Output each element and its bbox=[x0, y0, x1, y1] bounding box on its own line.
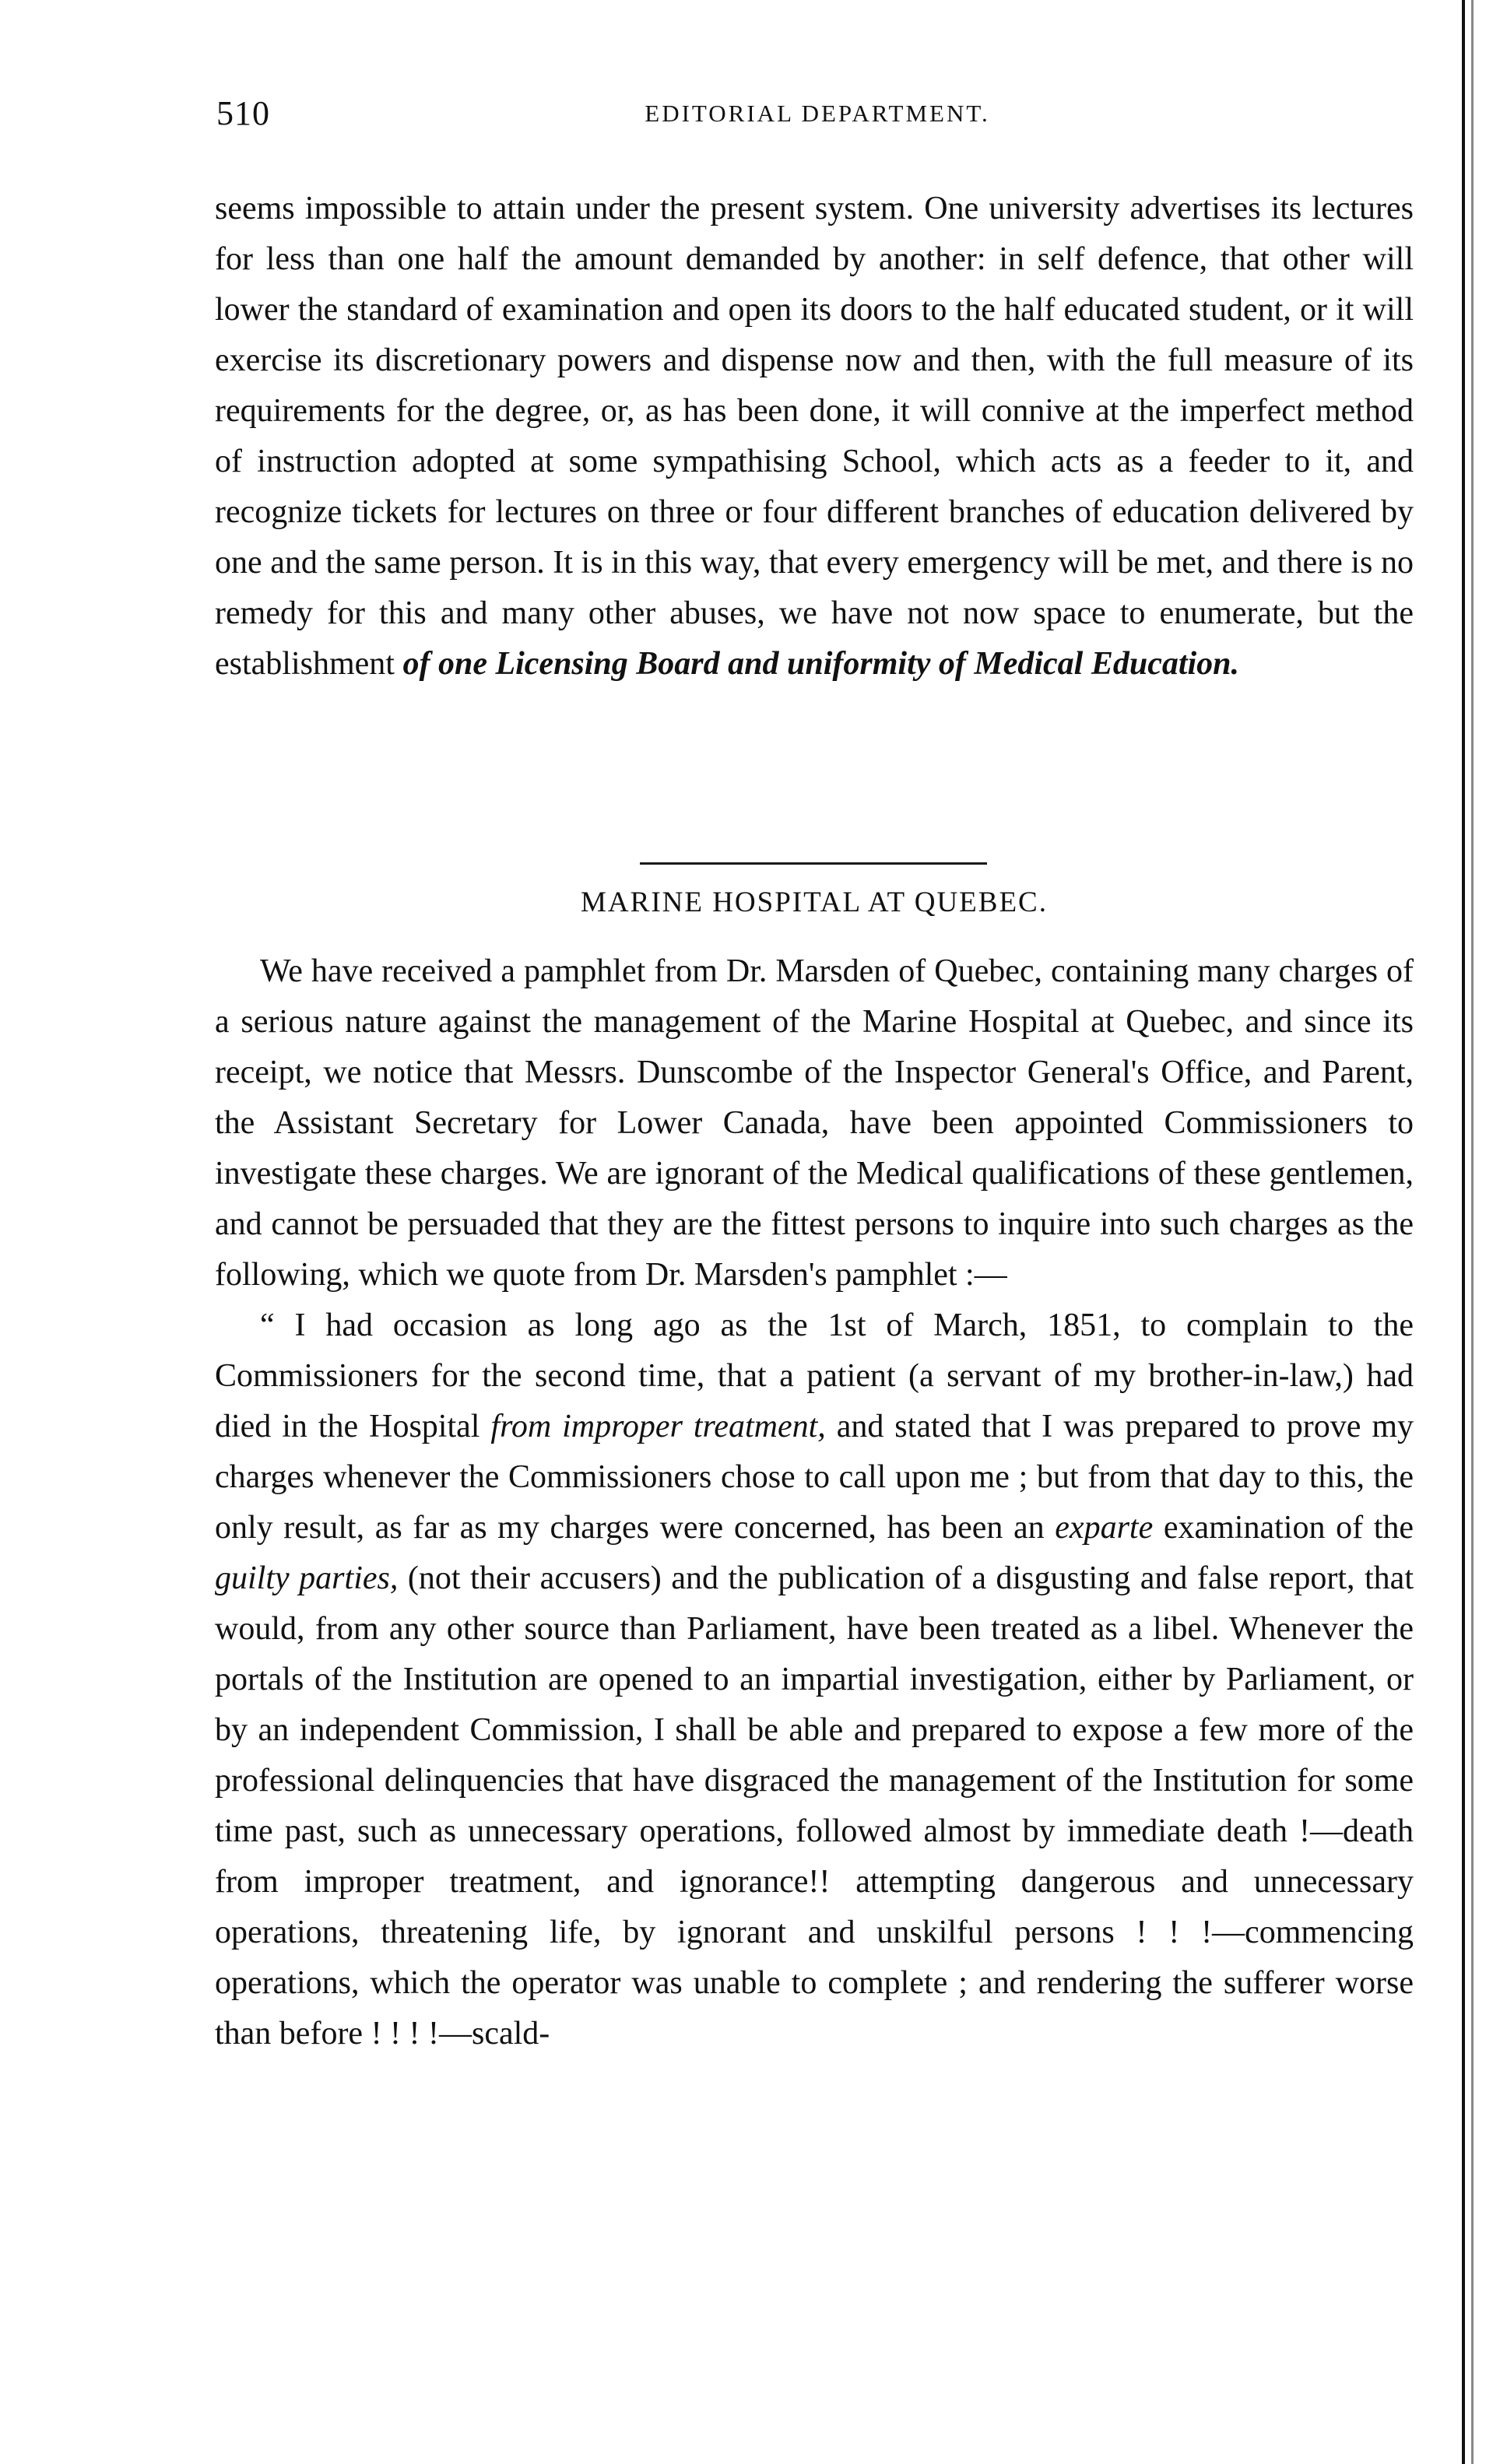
running-head: EDITORIAL DEPARTMENT. bbox=[645, 100, 990, 127]
page-edge-shadow bbox=[1471, 0, 1474, 2464]
section-body bbox=[215, 946, 1414, 2059]
quote-italic-1: from improper treatment, bbox=[490, 1409, 826, 1444]
article-continuation bbox=[215, 184, 1414, 690]
page-edge-line bbox=[1462, 0, 1465, 2464]
quoted-paragraph bbox=[215, 1300, 1414, 2059]
continued-text: seems impossible to attain under the present system. One university advertises its lectures for less than one half the amount demanded by another: in self defence, that other will lower the standard of examination and open its doors to the half educated student, or it will exercise its discretionary powers and dispense now and then, with the full measure of its requirements for the degree, or, as has been done, it will connive at the imperfect method of instruction adopted at some sympathising School, which acts as a feeder to it, and recognize tickets for lectures on three or four different branches of education delivered by one and the same person. It is in this way, that every emergency will be met, and there is no remedy for this and many other abuses, we have not now space to enumerate, but the establishment bbox=[215, 191, 1414, 682]
continued-paragraph bbox=[215, 184, 1414, 690]
page-header bbox=[210, 93, 1424, 140]
quote-text-3: examination of the bbox=[1163, 1510, 1414, 1546]
quote-text-4: (not their accusers) and the publication of a disgusting and false report, that would, from any other source than Parliament, have been treated as a libel. Whenever the portals of the Institution are opened to an impartial investigation, either by Parliament, or by an independent Commission, I shall be able and prepared to expose a few more of the professional delinquencies that have disgraced the management of the Institution for some time past, such as unnecessary operations, followed almost by immediate death !—death from improper treatment, and ignorance!! attempting dangerous and unnecessary operations, threatening life, by ignorant and unskilful persons ! ! !—commencing operations, which the operator was unable to complete ; and rendering the sufferer worse than before ! ! ! !—scald- bbox=[215, 1560, 1414, 2052]
closing-italic-phrase: of one Licensing Board and uniformity of Medical Education. bbox=[402, 646, 1240, 682]
quote-italic-3: guilty parties, bbox=[215, 1560, 399, 1596]
intro-paragraph: We have received a pamphlet from Dr. Marsden of Quebec, containing many charges of a serious nature against the management of the Marine Hospital at Quebec, and since its receipt, we notice that Messrs. Dunscombe of the Inspector General's Office, and Parent, the Assistant Secretary for Lower Canada, have been appointed Commissioners to investigate these charges. We are ignorant of the Medical qualifications of these gentlemen, and cannot be persuaded that they are the fittest persons to inquire into such charges as the following, which we quote from Dr. Marsden's pamphlet :— bbox=[215, 953, 1414, 1293]
section-heading: MARINE HOSPITAL AT QUEBEC. bbox=[581, 886, 1048, 918]
section-divider bbox=[640, 862, 987, 865]
quote-italic-2: exparte bbox=[1055, 1510, 1154, 1546]
quote-text-1: “ I had occasion as long ago as the 1st of March, 1851, to complain to the Commissioners for the second time, that a patient (a servant of my brother-in-law,) had died in the Hospital bbox=[215, 1307, 1414, 1444]
quote-text-2: and stated that I was prepared to prove my charges whenever the Commissioners chose to call upon me ; but from that day to this, the only result, as far as my charges were concerned, has been an bbox=[215, 1409, 1414, 1546]
page-number: 510 bbox=[216, 94, 270, 132]
